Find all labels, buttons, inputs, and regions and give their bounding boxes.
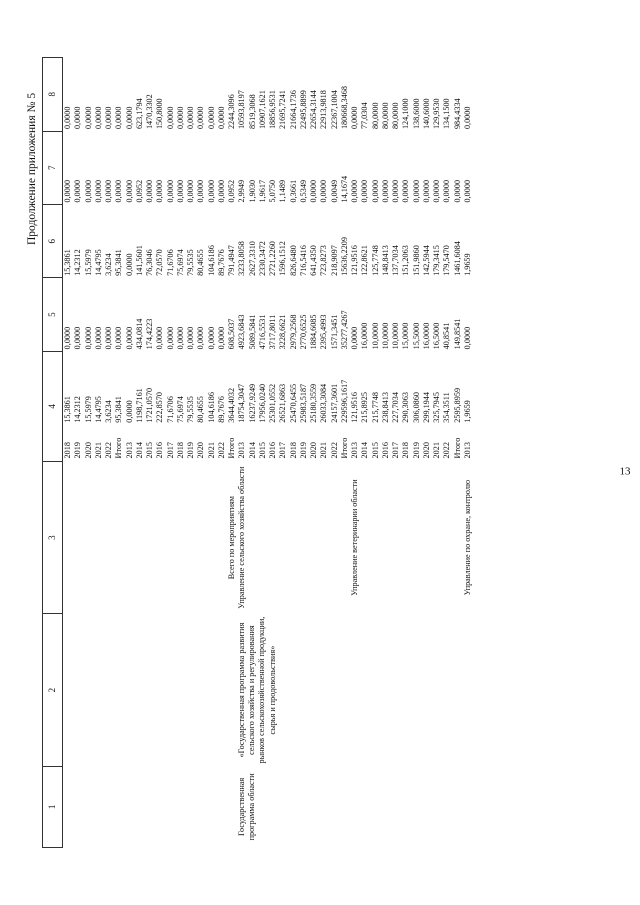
year-cell: 2022 (442, 442, 452, 459)
year-cell: 2020 (196, 442, 206, 459)
regional-budget-cell: 2721,2260 (268, 241, 277, 276)
regional-budget-cell: 104,6186 (206, 245, 216, 276)
year-cell: 2016 (268, 442, 277, 459)
other-sources-cell: 0,0000 (206, 106, 216, 130)
regional-budget-cell: 141,5601 (134, 245, 144, 276)
local-budget-cell: 0,0000 (83, 179, 93, 203)
year-cell: 2022 (104, 442, 113, 459)
other-sources-cell: 0,0000 (165, 106, 175, 130)
table-row (63, 58, 74, 848)
federal-budget-cell: 174,4223 (145, 318, 154, 350)
other-sources-cell: 0,0000 (186, 106, 195, 130)
year-cell: 2020 (83, 442, 93, 459)
federal-budget-cell: 4716,5531 (257, 314, 267, 350)
year-cell: 2013 (124, 442, 134, 459)
table-header (43, 58, 63, 848)
table-row (237, 58, 247, 848)
other-sources-cell: 1470,3302 (145, 94, 154, 130)
local-budget-cell: 1,9617 (257, 179, 267, 203)
regional-budget-cell: 148,8413 (380, 245, 390, 276)
total-cell: 3,6234 (104, 400, 113, 423)
year-cell: 2014 (360, 442, 370, 459)
total-cell: 16237,9249 (247, 383, 257, 423)
year-cell: 2013 (350, 442, 359, 459)
total-cell: 354,3511 (442, 392, 452, 423)
local-budget-cell: 0,0000 (114, 179, 124, 203)
federal-budget-cell: 10,0000 (380, 322, 390, 350)
local-budget-cell: 0,0000 (155, 179, 165, 203)
total-cell: 14,2312 (73, 396, 83, 423)
executor-cell: Управление ветеринарии области (350, 479, 359, 596)
total-cell: 306,0860 (411, 392, 421, 423)
federal-budget-cell: 0,0000 (186, 326, 195, 350)
federal-budget-cell: 608,5037 (227, 318, 236, 350)
total-cell: 80,4655 (196, 396, 206, 423)
regional-budget-cell: 1596,1512 (278, 241, 288, 276)
federal-budget-cell: 15,5000 (411, 322, 421, 350)
local-budget-cell: 0,3661 (288, 179, 298, 203)
regional-budget-cell: 89,7676 (216, 249, 226, 276)
year-cell: 2021 (206, 442, 216, 459)
year-cell: 2014 (134, 442, 144, 459)
regional-budget-cell: 218,9097 (329, 245, 339, 276)
other-sources-cell: 0,0000 (63, 106, 72, 130)
other-sources-cell: 18856,9531 (268, 90, 277, 130)
total-cell: 26033,3084 (319, 383, 329, 423)
local-budget-cell: 0,0000 (309, 179, 318, 203)
federal-budget-cell: 1571,3451 (329, 314, 339, 350)
page-number: 13 (619, 465, 631, 478)
table-body (63, 58, 474, 848)
other-sources-cell: 0,0000 (73, 106, 83, 130)
regional-budget-cell: 142,5944 (421, 245, 431, 276)
local-budget-cell: 0,0000 (360, 179, 370, 203)
federal-budget-cell: 2979,2568 (288, 314, 298, 350)
local-budget-cell: 14,1674 (339, 175, 349, 203)
col-header-3: 3 (43, 461, 63, 613)
year-cell: 2022 (329, 442, 339, 459)
local-budget-cell: 0,0000 (186, 179, 195, 203)
other-sources-cell: 180668,3468 (339, 86, 349, 130)
other-sources-cell: 0,0000 (114, 106, 124, 130)
regional-budget-cell: 76,3046 (145, 249, 154, 276)
other-sources-cell: 0,0000 (216, 106, 226, 130)
federal-budget-cell: 2770,6525 (298, 314, 308, 350)
local-budget-cell: 0,0000 (175, 179, 185, 203)
year-cell: 2016 (155, 442, 165, 459)
year-cell: 2017 (391, 442, 400, 459)
other-sources-cell: 129,9530 (432, 98, 441, 130)
year-cell: Итого (114, 437, 124, 459)
federal-budget-cell: 10,0000 (391, 322, 400, 350)
regional-budget-cell: 15,5979 (83, 249, 93, 276)
other-sources-cell: 150,8000 (155, 98, 165, 130)
other-sources-cell: 10907,1621 (257, 90, 267, 130)
total-cell: 325,7945 (432, 392, 441, 423)
year-cell: 2014 (247, 442, 257, 459)
other-sources-cell: 134,1500 (442, 98, 452, 130)
year-cell: Итого (227, 437, 236, 459)
federal-budget-cell: 0,0000 (63, 326, 72, 350)
local-budget-cell: 0,0000 (432, 179, 441, 203)
executor-cell: Всего по мероприятиям (227, 496, 237, 580)
regional-budget-cell: 14,4795 (93, 249, 103, 276)
col-header-7: 7 (43, 131, 63, 204)
year-cell: 2017 (278, 442, 288, 459)
regional-budget-cell: 151,2063 (401, 245, 411, 276)
year-cell: 2019 (73, 442, 83, 459)
col-header-2: 2 (43, 614, 63, 766)
other-sources-cell: 0,0000 (83, 106, 93, 130)
regional-budget-cell: 125,7748 (370, 245, 380, 276)
budget-table (42, 57, 473, 848)
federal-budget-cell: 0,0000 (93, 326, 103, 350)
federal-budget-cell: 15,0000 (401, 322, 411, 350)
federal-budget-cell: 5089,5841 (247, 314, 257, 350)
total-cell: 25470,6455 (288, 383, 298, 423)
year-cell: 2022 (216, 442, 226, 459)
local-budget-cell: 0,0952 (134, 179, 144, 203)
year-cell: 2021 (432, 442, 441, 459)
regional-budget-cell: 716,5416 (298, 245, 308, 276)
other-sources-cell: 0,0000 (93, 106, 103, 130)
year-cell: 2019 (411, 442, 421, 459)
other-sources-cell: 138,6000 (411, 98, 421, 130)
federal-budget-cell: 0,0000 (350, 326, 359, 350)
year-cell: 2018 (288, 442, 298, 459)
federal-budget-cell: 434,0814 (134, 318, 144, 350)
federal-budget-cell: 10,0000 (370, 322, 380, 350)
other-sources-cell: 22913,9818 (319, 90, 329, 130)
local-budget-cell: 0,0000 (63, 179, 72, 203)
other-sources-cell: 77,0304 (360, 102, 370, 130)
other-sources-cell: 0,0000 (350, 106, 359, 130)
total-cell: 3644,4032 (227, 387, 236, 423)
year-cell: 2021 (93, 442, 103, 459)
total-cell: 75,6974 (175, 396, 185, 423)
regional-budget-cell: 80,4655 (196, 249, 206, 276)
appendix-caption: Продолжение приложения № 5 (26, 92, 38, 245)
regional-budget-cell: 15,3861 (63, 249, 72, 276)
federal-budget-cell: 0,0000 (216, 326, 226, 350)
local-budget-cell: 0,0000 (206, 179, 216, 203)
federal-budget-cell: 0,0000 (73, 326, 83, 350)
other-sources-cell: 80,0000 (391, 102, 400, 130)
local-budget-cell: 0,0000 (442, 179, 452, 203)
total-cell: 24157,3601 (329, 383, 339, 423)
program-status-cell (463, 766, 473, 847)
other-sources-cell: 0,0000 (462, 106, 472, 130)
other-sources-cell: 623,1794 (134, 98, 144, 130)
total-cell: 215,7748 (370, 392, 380, 423)
year-cell: 2018 (63, 442, 72, 459)
local-budget-cell: 0,0000 (216, 179, 226, 203)
col-header-4: 4 (43, 351, 63, 461)
total-cell: 1198,7161 (134, 388, 144, 423)
regional-budget-cell: 72,0570 (155, 249, 165, 276)
total-cell: 25180,3559 (309, 383, 318, 423)
federal-budget-cell: 149,8541 (452, 318, 462, 350)
program-status-cell: Государственная программа области (237, 773, 257, 841)
total-cell: 26521,6863 (278, 383, 288, 423)
local-budget-cell: 0,0000 (93, 179, 103, 203)
federal-budget-cell: 3717,8011 (268, 314, 277, 350)
year-cell: Итого (452, 437, 462, 459)
federal-budget-cell: 0,0000 (175, 326, 185, 350)
total-cell: 79,5535 (186, 396, 195, 423)
program-name-cell (63, 614, 238, 766)
total-cell: 18754,3047 (237, 383, 247, 423)
regional-budget-cell: 2627,3310 (247, 241, 257, 276)
program-name-cell: «Государственная программа развития сельского хозяйства и регулирования рынков сельскохозяйственной продукции, сырья и продовольствия» (237, 616, 277, 764)
regional-budget-cell: 826,6480 (288, 245, 298, 276)
total-cell: 2595,8959 (452, 387, 462, 423)
regional-budget-cell: 151,9860 (411, 245, 421, 276)
other-sources-cell: 80,0000 (380, 102, 390, 130)
total-cell: 290,3063 (401, 392, 411, 423)
regional-budget-cell: 3,6234 (104, 253, 113, 276)
year-cell: Итого (339, 437, 349, 459)
federal-budget-cell: 40,8541 (442, 322, 452, 350)
other-sources-cell: 0,0000 (104, 106, 113, 130)
local-budget-cell: 0,0000 (421, 179, 431, 203)
regional-budget-cell: 137,7034 (391, 245, 400, 276)
total-cell: 14,4795 (93, 396, 103, 423)
local-budget-cell: 1,1489 (278, 179, 288, 203)
local-budget-cell: 0,0000 (462, 179, 472, 203)
other-sources-cell: 10593,8197 (237, 90, 247, 130)
regional-budget-cell: 1,9659 (462, 253, 472, 276)
federal-budget-cell: 0,0000 (114, 326, 124, 350)
local-budget-cell: 0,0000 (124, 179, 134, 203)
total-cell: 95,3841 (114, 396, 124, 423)
regional-budget-cell: 79,5535 (186, 249, 195, 276)
executor-cell: Управление по охране, контролю (462, 479, 472, 596)
local-budget-cell: 1,9030 (247, 179, 257, 203)
year-cell: 2020 (421, 442, 431, 459)
year-cell: 2019 (186, 442, 195, 459)
regional-budget-cell: 1461,6084 (452, 241, 462, 276)
total-cell: 121,9516 (350, 392, 359, 423)
total-cell: 71,6706 (165, 396, 175, 423)
year-cell: 2016 (380, 442, 390, 459)
regional-budget-cell: 95,3841 (114, 249, 124, 276)
other-sources-cell: 0,0000 (175, 106, 185, 130)
col-header-5: 5 (43, 278, 63, 351)
other-sources-cell: 21695,7241 (278, 90, 288, 130)
local-budget-cell: 5,0750 (268, 179, 277, 203)
federal-budget-cell: 16,5000 (432, 322, 441, 350)
federal-budget-cell: 0,0000 (155, 326, 165, 350)
total-cell: 229596,1617 (339, 379, 349, 423)
local-budget-cell: 0,0000 (145, 179, 154, 203)
local-budget-cell: 2,9949 (237, 179, 247, 203)
total-cell: 227,7034 (391, 392, 400, 423)
year-cell: 2021 (319, 442, 329, 459)
total-cell: 104,6186 (206, 392, 216, 423)
program-name-cell (350, 614, 463, 766)
other-sources-cell: 22367,1004 (329, 90, 339, 130)
other-sources-cell: 2244,3096 (227, 94, 236, 130)
other-sources-cell: 984,4334 (452, 98, 462, 130)
local-budget-cell: 0,0000 (391, 179, 400, 203)
total-cell: 15,5979 (83, 396, 93, 423)
regional-budget-cell: 0,0000 (124, 253, 134, 276)
total-cell: 222,8570 (155, 392, 165, 423)
other-sources-cell: 80,0000 (370, 102, 380, 130)
federal-budget-cell: 1884,6085 (309, 314, 318, 350)
other-sources-cell: 22654,3144 (309, 90, 318, 130)
regional-budget-cell: 71,6706 (165, 249, 175, 276)
local-budget-cell: 0,0952 (227, 179, 236, 203)
local-budget-cell: 0,0000 (104, 179, 113, 203)
total-cell: 15,3861 (63, 396, 72, 423)
total-cell: 25301,0552 (268, 383, 277, 423)
total-cell: 215,8925 (360, 392, 370, 423)
program-status-cell (63, 766, 238, 847)
year-cell: 2013 (237, 442, 247, 459)
federal-budget-cell: 2395,4993 (319, 314, 329, 350)
regional-budget-cell: 791,4947 (227, 245, 236, 276)
local-budget-cell: 0,0000 (165, 179, 175, 203)
executor-cell: Управление сельского хозяйства области (237, 466, 247, 609)
total-cell: 238,8413 (380, 392, 390, 423)
local-budget-cell: 0,0000 (401, 179, 411, 203)
total-cell: 1721,0570 (145, 387, 154, 423)
year-cell: 2019 (298, 442, 308, 459)
year-cell: 2013 (462, 442, 472, 459)
other-sources-cell: 0,0000 (196, 106, 206, 130)
federal-budget-cell: 3228,6621 (278, 314, 288, 350)
federal-budget-cell: 0,0000 (196, 326, 206, 350)
total-cell: 299,1944 (421, 392, 431, 423)
total-cell: 89,7676 (216, 396, 226, 423)
local-budget-cell: 0,5349 (298, 179, 308, 203)
federal-budget-cell: 16,0000 (360, 322, 370, 350)
year-cell: 2020 (309, 442, 318, 459)
other-sources-cell: 0,0000 (124, 106, 134, 130)
total-cell: 17956,0240 (257, 383, 267, 423)
local-budget-cell: 0,0000 (411, 179, 421, 203)
program-name-cell (463, 614, 473, 766)
regional-budget-cell: 122,8621 (360, 245, 370, 276)
year-cell: 2015 (145, 442, 154, 459)
col-header-8: 8 (43, 58, 63, 132)
other-sources-cell: 124,1000 (401, 98, 411, 130)
table-row (463, 58, 473, 848)
regional-budget-cell: 641,4350 (309, 245, 318, 276)
year-cell: 2017 (165, 442, 175, 459)
federal-budget-cell: 0,0000 (165, 326, 175, 350)
local-budget-cell: 0,0000 (452, 179, 462, 203)
table-row (350, 58, 360, 848)
federal-budget-cell: 0,0000 (83, 326, 93, 350)
year-cell: 2018 (401, 442, 411, 459)
other-sources-cell: 21664,1736 (288, 90, 298, 130)
local-budget-cell: 0,0000 (319, 179, 329, 203)
regional-budget-cell: 15636,2209 (339, 237, 349, 276)
regional-budget-cell: 179,3415 (432, 245, 441, 276)
regional-budget-cell: 14,2312 (73, 249, 83, 276)
year-cell: 2018 (175, 442, 185, 459)
year-cell: 2015 (370, 442, 380, 459)
local-budget-cell: 0,0000 (196, 179, 206, 203)
regional-budget-cell: 2330,3472 (257, 241, 267, 276)
other-sources-cell: 140,6000 (421, 98, 431, 130)
regional-budget-cell: 121,9516 (350, 245, 359, 276)
local-budget-cell: 0,0000 (350, 179, 359, 203)
local-budget-cell: 0,0000 (380, 179, 390, 203)
other-sources-cell: 8519,3068 (247, 94, 257, 130)
local-budget-cell: 0,0000 (73, 179, 83, 203)
year-cell: 2015 (257, 442, 267, 459)
federal-budget-cell: 35277,4267 (339, 310, 349, 350)
other-sources-cell: 22495,8899 (298, 90, 308, 130)
regional-budget-cell: 723,8273 (319, 245, 329, 276)
program-status-cell (350, 766, 463, 847)
total-cell: 0,0000 (124, 400, 134, 423)
regional-budget-cell: 179,5470 (442, 245, 452, 276)
federal-budget-cell: 16,0000 (421, 322, 431, 350)
federal-budget-cell: 0,0000 (206, 326, 216, 350)
regional-budget-cell: 75,6974 (175, 249, 185, 276)
local-budget-cell: 0,0000 (370, 179, 380, 203)
col-header-6: 6 (43, 204, 63, 277)
total-cell: 1,9659 (462, 400, 472, 423)
federal-budget-cell: 0,0000 (462, 326, 472, 350)
regional-budget-cell: 3233,8058 (237, 241, 247, 276)
federal-budget-cell: 4923,6843 (237, 314, 247, 350)
federal-budget-cell: 0,0000 (104, 326, 113, 350)
total-cell: 25983,5187 (298, 383, 308, 423)
column-number-row (43, 58, 63, 848)
federal-budget-cell: 0,0000 (124, 326, 134, 350)
local-budget-cell: 0,0049 (329, 179, 339, 203)
col-header-1: 1 (43, 766, 63, 847)
